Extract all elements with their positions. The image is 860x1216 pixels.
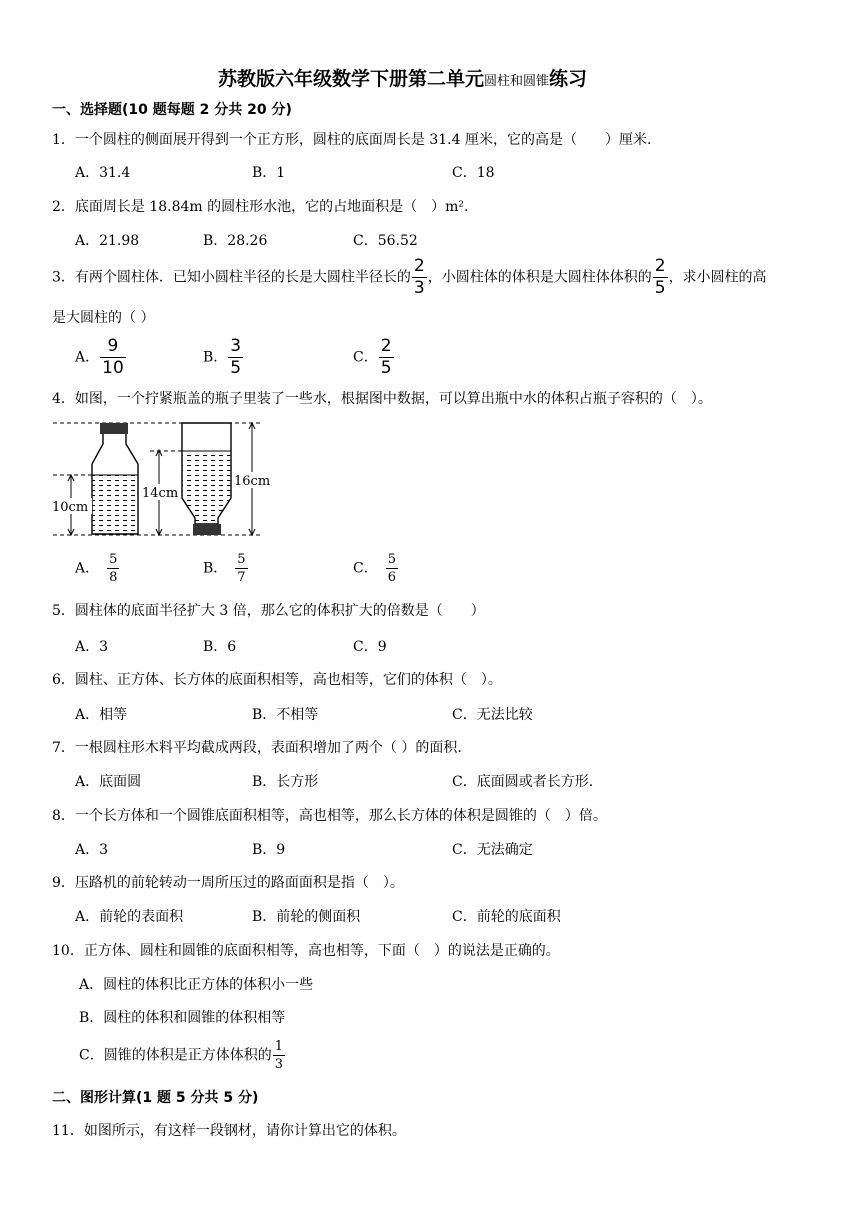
q3-option-c — [353, 338, 395, 377]
q4-option-c-fraction — [386, 553, 398, 584]
title-main: 苏教版六年级数学下册第二单元 — [218, 68, 485, 90]
q10-option-c-den: 3 — [274, 1057, 283, 1072]
q1-option-c: C．18 — [452, 165, 495, 181]
q3-option-b-num: 3 — [230, 336, 242, 356]
q2-option-a: A．21.98 — [75, 233, 140, 249]
q3-option-c-den: 5 — [380, 358, 392, 378]
label-16cm: 16cm — [234, 474, 271, 489]
page-title — [218, 64, 587, 91]
q7-option-b: B．长方形 — [252, 774, 319, 790]
q4-option-c-den: 6 — [387, 570, 396, 585]
q10-option-c-fraction — [273, 1040, 285, 1071]
q5-option-c: C．9 — [353, 639, 387, 655]
q3-option-a-fraction — [100, 338, 126, 377]
bottles-figure — [50, 418, 280, 543]
question-1: 1．一个圆柱的侧面展开得到一个正方形，圆柱的底面周长是 31.4 厘米，它的高是（ ）厘米. — [52, 132, 652, 148]
q4-option-a-fraction — [107, 553, 119, 584]
q3-option-b-den: 5 — [230, 358, 242, 378]
q3-fraction-1 — [412, 258, 427, 297]
q2-option-c: C．56.52 — [353, 233, 418, 249]
q8-option-b: B．9 — [252, 842, 286, 858]
section-heading-calculation: 二、图形计算(1 题 5 分共 5 分) — [52, 1090, 259, 1106]
q3-option-a-den: 10 — [102, 358, 124, 378]
q9-option-a: A．前轮的表面积 — [75, 909, 184, 925]
q4-option-b-den: 7 — [237, 570, 246, 585]
q10-option-b: B．圆柱的体积和圆锥的体积相等 — [79, 1010, 286, 1026]
q3-option-c-label: C． — [353, 349, 378, 366]
title-small: 圆柱和圆锥 — [484, 74, 550, 89]
q3-option-b-label: B． — [203, 349, 228, 366]
q3-text-2: ，小圆柱体的体积是大圆柱体体积的 — [427, 269, 652, 286]
question-3-line-2: 是大圆柱的（ ） — [52, 310, 155, 326]
q5-option-a: A．3 — [75, 639, 109, 655]
q4-option-c-label: C． — [353, 560, 378, 577]
q3-option-c-fraction — [379, 338, 394, 377]
q2-option-b: B．28.26 — [203, 233, 268, 249]
q3-fraction-2-den: 5 — [654, 278, 666, 298]
q10-option-c-text: C．圆锥的体积是正方体体积的 — [79, 1047, 272, 1064]
q6-option-b: B．不相等 — [252, 707, 319, 723]
question-2: 2．底面周长是 18.84m 的圆柱形水池，它的占地面积是（ ）m². — [52, 199, 469, 215]
q4-option-b-label: B． — [203, 560, 228, 577]
q3-option-c-num: 2 — [380, 336, 392, 356]
q4-option-b — [203, 553, 249, 584]
question-10: 10．正方体、圆柱和圆锥的底面积相等，高也相等，下面（ ）的说法是正确的。 — [52, 943, 560, 959]
q6-option-c: C．无法比较 — [452, 707, 533, 723]
q3-fraction-1-num: 2 — [413, 256, 425, 276]
label-10cm: 10cm — [52, 500, 89, 515]
q6-option-a: A．相等 — [75, 707, 128, 723]
label-14cm: 14cm — [142, 486, 179, 501]
q3-fraction-1-den: 3 — [413, 278, 425, 298]
q3-option-a-num: 9 — [107, 336, 119, 356]
q4-option-a-den: 8 — [109, 570, 118, 585]
bottle-1-water — [93, 475, 138, 534]
question-8: 8．一个长方体和一个圆锥底面积相等，高也相等，那么长方体的体积是圆锥的（ ）倍。 — [52, 808, 607, 824]
q3-fraction-2 — [653, 258, 668, 297]
q3-option-b — [203, 338, 244, 377]
question-4: 4．如图，一个拧紧瓶盖的瓶子里装了一些水，根据图中数据，可以算出瓶中水的体积占瓶子容积的（ ）。 — [52, 391, 712, 407]
question-9: 9．压路机的前轮转动一周所压过的路面面积是指（ ）。 — [52, 875, 404, 891]
bottle-2-cap — [193, 524, 221, 535]
q3-text-1: 3．有两个圆柱体．已知小圆柱半径的长是大圆柱半径长的 — [52, 269, 411, 286]
q10-option-a: A．圆柱的体积比正方体的体积小一些 — [79, 977, 314, 993]
q7-option-a: A．底面圆 — [75, 774, 142, 790]
q4-option-b-num: 5 — [237, 552, 246, 567]
q8-option-c: C．无法确定 — [452, 842, 533, 858]
q4-option-c-num: 5 — [387, 552, 396, 567]
q4-option-b-fraction — [235, 553, 247, 584]
question-3 — [52, 258, 767, 297]
q3-option-a-label: A． — [75, 349, 100, 366]
q3-fraction-2-num: 2 — [654, 256, 666, 276]
q5-option-b: B．6 — [203, 639, 237, 655]
q10-option-c — [79, 1040, 286, 1071]
q3-text-3: ，求小圆柱的高 — [668, 269, 767, 286]
q1-option-b: B．1 — [252, 165, 286, 181]
q4-option-a-num: 5 — [109, 552, 118, 567]
title-suffix: 练习 — [549, 68, 588, 90]
bottle-1-cap — [100, 423, 128, 434]
q1-option-a: A．31.4 — [75, 165, 131, 181]
question-5: 5．圆柱体的底面半径扩大 3 倍，那么它的体积扩大的倍数是（ ） — [52, 603, 485, 619]
q4-option-a — [75, 553, 120, 584]
q3-option-b-fraction — [228, 338, 243, 377]
q4-option-a-label: A． — [75, 560, 100, 577]
q9-option-b: B．前轮的侧面积 — [252, 909, 361, 925]
q9-option-c: C．前轮的底面积 — [452, 909, 561, 925]
q8-option-a: A．3 — [75, 842, 109, 858]
bottle-2-water — [183, 451, 231, 523]
section-heading-choice: 一、选择题(10 题每题 2 分共 20 分) — [52, 102, 292, 118]
q3-option-a — [75, 338, 127, 377]
question-11: 11．如图所示，有这样一段钢材，请你计算出它的体积。 — [52, 1123, 406, 1139]
q10-option-c-num: 1 — [274, 1039, 283, 1054]
question-7: 7．一根圆柱形木料平均截成两段，表面积增加了两个（ ）的面积. — [52, 740, 462, 756]
q4-option-c — [353, 553, 399, 584]
question-6: 6．圆柱、正方体、长方体的底面积相等，高也相等，它们的体积（ ）。 — [52, 672, 502, 688]
q7-option-c: C．底面圆或者长方形. — [452, 774, 594, 790]
